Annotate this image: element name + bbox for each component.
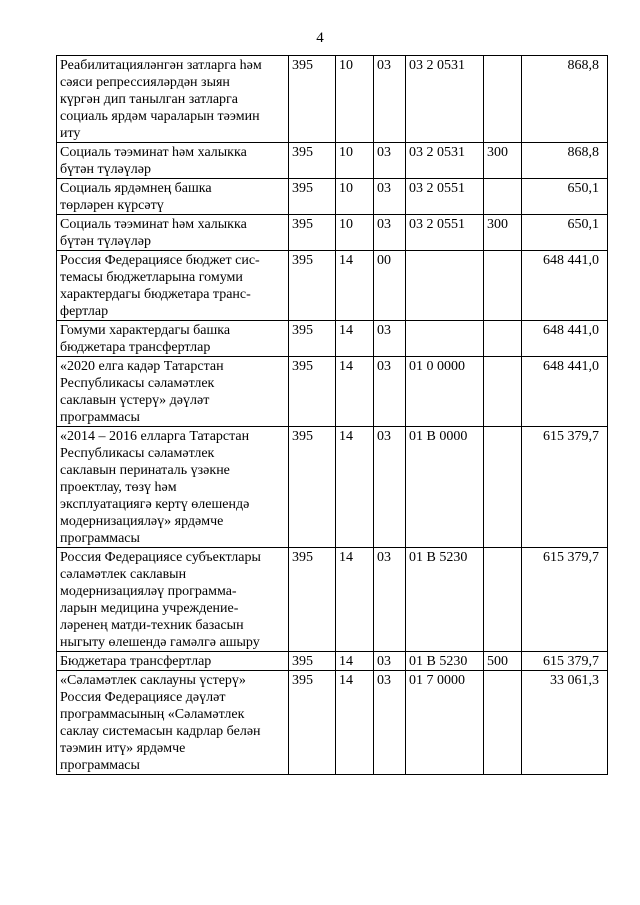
section-code-cell: 10 — [336, 56, 374, 143]
target-article-cell: 03 2 0531 — [406, 56, 484, 143]
expense-type-cell — [484, 427, 522, 548]
section-code-cell: 14 — [336, 427, 374, 548]
table-row — [57, 143, 608, 179]
item-name-cell: Социаль тәэминат һәм халыкка бүтән түләүләр — [57, 143, 289, 179]
expense-type-cell — [484, 56, 522, 143]
subsection-code-cell: 00 — [374, 251, 406, 321]
item-name-cell: «2020 елга кадәр Татарстан Республикасы сәламәтлек саклавын үстерү» дәүләт программасы — [57, 357, 289, 427]
section-code-cell: 14 — [336, 251, 374, 321]
subsection-code-cell: 03 — [374, 357, 406, 427]
item-name-cell: «Сәламәтлек саклауны үстерү» Россия Федерациясе дәүләт программасының «Сәламәтлек саклау системасын кадрлар белән тәэмин итү» ярдәмче программасы — [57, 671, 289, 775]
section-code-cell: 14 — [336, 652, 374, 671]
item-name-cell: Бюджетара трансфертлар — [57, 652, 289, 671]
expense-type-cell — [484, 251, 522, 321]
table-row — [57, 427, 608, 548]
table-row — [57, 671, 608, 775]
table-row — [57, 357, 608, 427]
amount-cell: 615 379,7 — [522, 427, 608, 548]
item-name-cell: Гомуми характердагы башка бюджетара трансфертлар — [57, 321, 289, 357]
expense-type-cell — [484, 179, 522, 215]
target-article-cell: 01 В 5230 — [406, 548, 484, 652]
table-row — [57, 179, 608, 215]
expense-type-cell — [484, 357, 522, 427]
table-row — [57, 251, 608, 321]
amount-cell: 648 441,0 — [522, 321, 608, 357]
amount-cell: 650,1 — [522, 179, 608, 215]
amount-cell: 868,8 — [522, 56, 608, 143]
subsection-code-cell: 03 — [374, 671, 406, 775]
target-article-cell: 03 2 0551 — [406, 179, 484, 215]
subsection-code-cell: 03 — [374, 427, 406, 548]
ministry-code-cell: 395 — [289, 652, 336, 671]
section-code-cell: 10 — [336, 215, 374, 251]
ministry-code-cell: 395 — [289, 56, 336, 143]
item-name-cell: Социаль ярдәмнең башка төрләрен күрсәтү — [57, 179, 289, 215]
target-article-cell: 01 7 0000 — [406, 671, 484, 775]
target-article-cell: 01 В 0000 — [406, 427, 484, 548]
expense-type-cell: 500 — [484, 652, 522, 671]
table-row — [57, 548, 608, 652]
budget-table-body — [57, 56, 608, 775]
amount-cell: 648 441,0 — [522, 357, 608, 427]
table-row — [57, 652, 608, 671]
subsection-code-cell: 03 — [374, 548, 406, 652]
subsection-code-cell: 03 — [374, 143, 406, 179]
ministry-code-cell: 395 — [289, 143, 336, 179]
target-article-cell: 01 0 0000 — [406, 357, 484, 427]
subsection-code-cell: 03 — [374, 56, 406, 143]
section-code-cell: 14 — [336, 671, 374, 775]
item-name-cell: Социаль тәэминат һәм халыкка бүтән түләүләр — [57, 215, 289, 251]
ministry-code-cell: 395 — [289, 251, 336, 321]
ministry-code-cell: 395 — [289, 427, 336, 548]
amount-cell: 868,8 — [522, 143, 608, 179]
table-row — [57, 56, 608, 143]
expense-type-cell — [484, 671, 522, 775]
section-code-cell: 14 — [336, 357, 374, 427]
expense-type-cell: 300 — [484, 143, 522, 179]
expense-type-cell — [484, 548, 522, 652]
table-row — [57, 215, 608, 251]
section-code-cell: 10 — [336, 179, 374, 215]
item-name-cell: Россия Федерациясе субъектлары сәламәтлек саклавын модернизацияләү программа- ларын медицина учреждение- ләренең матди-техник базасын ныгыту өлешендә гамәлгә ашыру — [57, 548, 289, 652]
subsection-code-cell: 03 — [374, 321, 406, 357]
table-row — [57, 321, 608, 357]
item-name-cell: Реабилитацияләнгән затларга һәм сәяси репрессияләрдән зыян күргән дип танылган затларга социаль ярдәм чараларын тәэмин иту — [57, 56, 289, 143]
ministry-code-cell: 395 — [289, 321, 336, 357]
section-code-cell: 14 — [336, 548, 374, 652]
target-article-cell — [406, 321, 484, 357]
subsection-code-cell: 03 — [374, 215, 406, 251]
subsection-code-cell: 03 — [374, 652, 406, 671]
item-name-cell: Россия Федерациясе бюджет сис- темасы бюджетларына гомуми характердагы бюджетара транс- фертлар — [57, 251, 289, 321]
subsection-code-cell: 03 — [374, 179, 406, 215]
amount-cell: 648 441,0 — [522, 251, 608, 321]
amount-cell: 615 379,7 — [522, 652, 608, 671]
target-article-cell: 01 В 5230 — [406, 652, 484, 671]
target-article-cell: 03 2 0551 — [406, 215, 484, 251]
target-article-cell: 03 2 0531 — [406, 143, 484, 179]
budget-table — [56, 55, 608, 775]
ministry-code-cell: 395 — [289, 671, 336, 775]
target-article-cell — [406, 251, 484, 321]
ministry-code-cell: 395 — [289, 179, 336, 215]
page-number: 4 — [316, 30, 324, 46]
ministry-code-cell: 395 — [289, 215, 336, 251]
amount-cell: 615 379,7 — [522, 548, 608, 652]
item-name-cell: «2014 – 2016 елларга Татарстан Республикасы сәламәтлек саклавын перинаталь үзәкне проектлау, төзү һәм эксплуатациягә кертү өлешендә модернизацияләү» ярдәмче программасы — [57, 427, 289, 548]
amount-cell: 33 061,3 — [522, 671, 608, 775]
ministry-code-cell: 395 — [289, 357, 336, 427]
section-code-cell: 14 — [336, 321, 374, 357]
section-code-cell: 10 — [336, 143, 374, 179]
expense-type-cell — [484, 321, 522, 357]
amount-cell: 650,1 — [522, 215, 608, 251]
expense-type-cell: 300 — [484, 215, 522, 251]
ministry-code-cell: 395 — [289, 548, 336, 652]
